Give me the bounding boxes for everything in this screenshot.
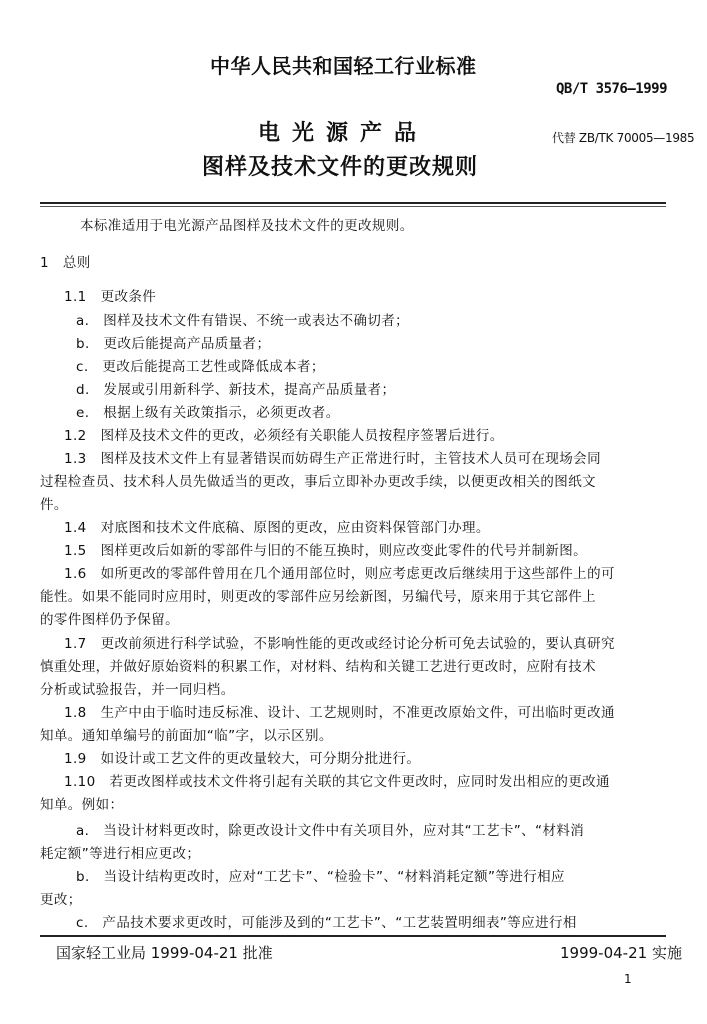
clause-1-8-line1: 1.8 生产中由于临时违反标准、设计、工艺规则时，不准更改原始文件，可出临时更改通: [64, 705, 615, 721]
footer-divider: [40, 935, 666, 937]
clause-1-3-line3: 件。: [40, 497, 68, 513]
clause-1-2: 1.2 图样及技术文件的更改，必须经有关职能人员按程序签署后进行。: [64, 428, 504, 444]
issuing-organization: 中华人民共和国轻工行业标准: [210, 54, 477, 78]
clause-1-10-line1: 1.10 若更改图样或技术文件将引起有关联的其它文件更改时，应同时发出相应的更改通: [64, 774, 610, 790]
header-divider-thin: [40, 206, 666, 207]
example-c-line1: c. 产品技术要求更改时，可能涉及到的“工艺卡”、“工艺装置明细表”等应进行相: [76, 915, 577, 931]
clause-1-7-line2: 慎重处理，并做好原始资料的积累工作，对材料、结构和关键工艺进行更改时，应附有技术: [40, 659, 596, 675]
clause-1-3-line2: 过程检查员、技术科人员先做适当的更改，事后立即补办更改手续，以便更改相关的图纸文: [40, 474, 596, 490]
document-title-line1: 电光源产品: [258, 121, 429, 146]
intro-paragraph: 本标准适用于电光源产品图样及技术文件的更改规则。: [80, 218, 414, 234]
clause-1-6-line1: 1.6 如所更改的零部件曾用在几个通用部位时，则应考虑更改后继续用于这些部件上的可: [64, 566, 615, 582]
section-1-heading: 1 总则: [40, 255, 91, 271]
example-a-line1: a. 当设计材料更改时，除更改设计文件中有关项目外，应对其“工艺卡”、“材料消: [76, 823, 585, 839]
standard-code: QB/T 3576—1999: [556, 81, 668, 97]
header-divider: [40, 202, 666, 204]
clause-1-6-line2: 能性。如果不能同时应用时，则更改的零部件应另绘新图，另编代号，原来用于其它部件上: [40, 589, 596, 605]
clause-1-4: 1.4 对底图和技术文件底稿、原图的更改，应由资料保管部门办理。: [64, 520, 490, 536]
list-item-a: a. 图样及技术文件有错误、不统一或表达不确切者；: [76, 313, 410, 329]
clause-1-10-line2: 知单。例如：: [40, 797, 124, 813]
list-item-d: d. 发展或引用新科学、新技术，提高产品质量者；: [76, 382, 396, 398]
list-item-c: c. 更改后能提高工艺性或降低成本者；: [76, 359, 325, 375]
clause-1-8-line2: 知单。通知单编号的前面加“临”字，以示区别。: [40, 728, 333, 744]
example-a-line2: 耗定额”等进行相应更改；: [40, 846, 201, 862]
approval-date: 国家轻工业局 1999-04-21 批准: [56, 944, 273, 962]
document-title-line2: 图样及技术文件的更改规则: [202, 155, 479, 180]
page-number: 1: [624, 972, 632, 986]
effective-date: 1999-04-21 实施: [560, 944, 682, 962]
clause-1-5: 1.5 图样更改后如新的零部件与旧的不能互换时，则应改变此零件的代号并制新图。: [64, 543, 588, 559]
clause-1-7-line1: 1.7 更改前须进行科学试验，不影响性能的更改或经讨论分析可免去试验的，要认真研究: [64, 636, 615, 652]
example-b-line2: 更改；: [40, 892, 82, 908]
list-item-e: e. 根据上级有关政策指示，必须更改者。: [76, 405, 340, 421]
replaces-standard: 代替 ZB/TK 70005—1985: [552, 131, 695, 145]
example-b-line1: b. 当设计结构更改时，应对“工艺卡”、“检验卡”、“材料消耗定额”等进行相应: [76, 869, 565, 885]
list-item-b: b. 更改后能提高产品质量者；: [76, 336, 271, 352]
clause-1-9: 1.9 如设计或工艺文件的更改量较大，可分期分批进行。: [64, 751, 421, 767]
clause-1-6-line3: 的零件图样仍予保留。: [40, 612, 179, 628]
clause-1-3-line1: 1.3 图样及技术文件上有显著错误而妨碍生产正常进行时，主管技术人员可在现场会同: [64, 451, 601, 467]
clause-1-1: 1.1 更改条件: [64, 289, 157, 305]
clause-1-7-line3: 分析或试验报告，并一同归档。: [40, 682, 235, 698]
